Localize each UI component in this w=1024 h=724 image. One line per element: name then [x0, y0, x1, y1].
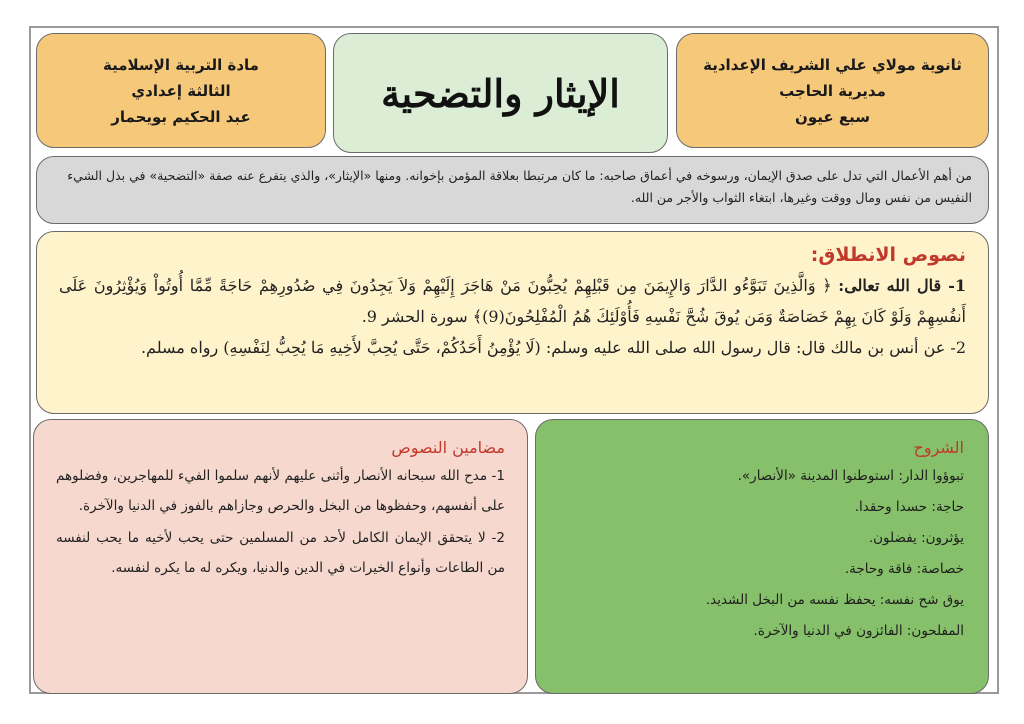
- content-item-2: 2- لا يتحقق الإيمان الكامل لأحد من المسلمين حتى يحب لأخيه ما يحب لنفسه من الطاعات وأنواع الخيرات في الدين والدنيا، ويكره له ما يكره لنفسه.: [56, 530, 505, 576]
- contents-box: [33, 419, 528, 694]
- gloss-item: خصاصة: فاقة وحاجة.: [844, 561, 964, 577]
- source-texts-title: نصوص الانطلاق:: [810, 244, 966, 266]
- intro-box: [36, 156, 989, 224]
- town: سبع عيون: [795, 108, 870, 126]
- gloss-item: يوق شح نفسه: يحفظ نفسه من البخل الشديد.: [705, 592, 964, 608]
- school-name: ثانوية مولاي علي الشريف الإعدادية: [703, 56, 962, 74]
- source-text-1-body: ﴿ وَالَّذِينَ تَبَوَّءُو الدَّارَ وَالإِيمَنَ مِن قَبْلِهِمْ يُحِبُّونَ مَنْ هَاجَرَ إِلَيْهِمْ وَلاَ يَجِدُونَ فِي صُدُورِهِمْ حَاجَةً مِّمَّا أُوتُواْ وَيُؤْثِرُونَ عَلَى أَنفُسِهِمْ وَلَوْ كَانَ بِهِمْ خَصَاصَةٌ وَمَن يُوقَ شُحَّ نَفْسِهِ فَأُوْلَئِكَ هُمُ الْمُفْلِحُونَ(9)﴾ سورة الحشر 9.: [59, 276, 966, 326]
- gloss-item: المفلحون: الفائزون في الدنيا والآخرة.: [753, 623, 964, 639]
- gloss-item: يؤثرون: يفضلون.: [868, 530, 964, 546]
- explanations-title: الشروح: [913, 438, 964, 457]
- source-text-1-label: 1- قال الله تعالى:: [838, 276, 967, 295]
- source-text-1: [59, 270, 966, 332]
- school-info-box: [676, 33, 989, 148]
- contents-title: مضامين النصوص: [391, 438, 505, 457]
- intro-text: من أهم الأعمال التي تدل على صدق الإيمان، ورسوخه في أعماق صاحبه: ما كان مرتبطا بعلاقة المؤمن بإخوانه. ومنها «الإيثار»، والذي يتفرع عنه صفة «التضحية» في بذل الشيء النفيس من نفس ومال ووقت وغيرها، ابتغاء الثواب والأجر من الله.: [67, 168, 972, 205]
- subject-name: مادة التربية الإسلامية: [103, 56, 259, 74]
- lesson-title: الإيثار والتضحية: [381, 70, 620, 116]
- title-box: [333, 33, 668, 153]
- grade-level: الثالثة إعدادي: [131, 82, 231, 100]
- content-item-1: 1- مدح الله سبحانه الأنصار وأثنى عليهم لأنهم سلموا الفيء للمهاجرين، وفضلوهم على أنفسهم، وحفظوها من البخل والحرص وجازاهم بالفوز في الدنيا والآخرة.: [56, 468, 505, 514]
- explanations-box: [535, 419, 989, 694]
- gloss-item: حاجة: حسدا وحقدا.: [854, 499, 964, 515]
- directorate: مديرية الحاجب: [779, 82, 886, 100]
- gloss-item: تبوؤوا الدار: استوطنوا المدينة «الأنصار».: [737, 468, 964, 484]
- source-text-2: 2- عن أنس بن مالك قال: قال رسول الله صلى الله عليه وسلم: (لَا يُؤْمِنُ أَحَدُكُمْ، حَتَّى يُحِبَّ لأَخِيهِ مَا يُحِبُّ لِنَفْسِهِ) رواه مسلم.: [140, 338, 966, 357]
- source-texts-box: [36, 231, 989, 414]
- subject-info-box: [36, 33, 326, 148]
- teacher-name: عبد الحكيم بويحمار: [111, 108, 251, 126]
